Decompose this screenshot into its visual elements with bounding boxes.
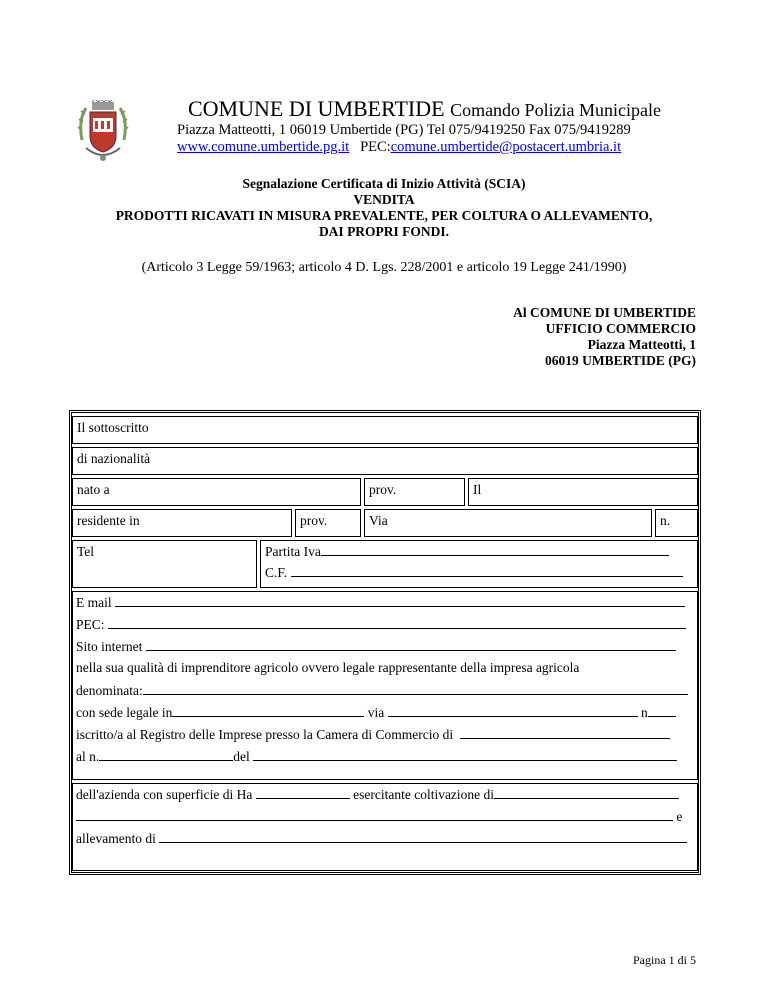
- pec-line[interactable]: [108, 616, 686, 629]
- esercitante-label: esercitante coltivazione di: [353, 787, 495, 802]
- birth-prov-field[interactable]: [364, 478, 465, 506]
- partita-iva-line[interactable]: [321, 543, 669, 556]
- sito-line[interactable]: [146, 638, 676, 651]
- nato-a-label: nato a: [77, 482, 110, 497]
- pec-email-link[interactable]: comune.umbertide@postacert.umbria.it: [390, 139, 622, 155]
- birth-prov-label: prov.: [369, 482, 397, 497]
- page-number: Pagina 1 di 5: [633, 953, 696, 967]
- recipient-line-3: Piazza Matteotti, 1: [587, 337, 696, 352]
- sottoscritto-label: Il sottoscritto: [77, 420, 149, 435]
- pec-field-label: PEC:: [76, 617, 105, 632]
- title-line-1: Segnalazione Certificata di Inizio Attività (SCIA): [242, 176, 526, 191]
- coltivazione-line[interactable]: [494, 786, 679, 799]
- denominata-label: denominata:: [76, 683, 143, 698]
- tel-field[interactable]: [72, 540, 257, 588]
- azienda-label: dell'azienda con superficie di Ha: [76, 787, 253, 802]
- iscritto-label: iscritto/a al Registro delle Imprese presso la Camera di Commercio di: [76, 727, 454, 742]
- email-label: E mail: [76, 595, 112, 610]
- sede-legale-line[interactable]: [172, 704, 364, 717]
- header-title: [188, 96, 661, 122]
- e-label: e: [676, 809, 683, 824]
- sede-via-label: via: [367, 705, 385, 720]
- tax-ids-field[interactable]: [260, 540, 698, 588]
- sede-n-label: n: [640, 705, 648, 720]
- title-line-2: VENDITA: [353, 192, 415, 207]
- title-line-3: PRODOTTI RICAVATI IN MISURA PREVALENTE, PER COLTURA O ALLEVAMENTO,: [115, 208, 653, 223]
- al-n-label: al n.: [76, 749, 100, 764]
- surface-line[interactable]: [256, 786, 350, 799]
- allevamento-line[interactable]: [159, 830, 687, 843]
- civic-number-label: n.: [660, 513, 671, 528]
- tel-label: Tel: [77, 544, 95, 559]
- residence-prov-field[interactable]: [295, 509, 361, 537]
- pec-label: PEC:: [360, 139, 391, 155]
- residente-in-label: residente in: [77, 513, 140, 528]
- sottoscritto-field[interactable]: [72, 416, 698, 444]
- recipient-address: [513, 305, 696, 369]
- birth-date-label: Il: [473, 482, 482, 497]
- title-line-4: DAI PROPRI FONDI.: [318, 224, 450, 239]
- cf-label: C.F.: [265, 565, 288, 580]
- partita-iva-label: Partita Iva: [265, 544, 321, 559]
- nazionalita-field[interactable]: [72, 447, 698, 475]
- civic-number-field[interactable]: [655, 509, 698, 537]
- sede-legale-label: con sede legale in: [76, 705, 173, 720]
- camera-commercio-line[interactable]: [460, 726, 670, 739]
- header-links: [177, 139, 621, 156]
- coltivazione-line-2[interactable]: [76, 808, 673, 821]
- qualita-text: nella sua qualità di imprenditore agricolo ovvero legale rappresentante della impresa agricola: [76, 660, 580, 675]
- via-field[interactable]: [364, 509, 652, 537]
- del-label: del: [233, 749, 250, 764]
- sede-via-line[interactable]: [388, 704, 638, 717]
- denominata-line[interactable]: [143, 682, 688, 695]
- department-name: Comando Polizia Municipale: [450, 100, 662, 120]
- cf-line[interactable]: [291, 564, 683, 577]
- allevamento-label: allevamento di: [76, 831, 156, 846]
- contact-block: [72, 591, 698, 780]
- municipality-name: COMUNE DI UMBERTIDE: [188, 96, 445, 121]
- farm-block: [72, 783, 698, 871]
- email-line[interactable]: [115, 594, 685, 607]
- header-address: Piazza Matteotti, 1 06019 Umbertide (PG) Tel 075/9419250 Fax 075/9419289: [177, 122, 631, 138]
- website-link[interactable]: www.comune.umbertide.pg.it: [177, 139, 350, 155]
- residence-prov-label: prov.: [300, 513, 328, 528]
- recipient-line-1: Al COMUNE DI UMBERTIDE: [513, 305, 696, 320]
- document-title: [0, 176, 768, 240]
- legal-reference: (Articolo 3 Legge 59/1963; articolo 4 D. Lgs. 228/2001 e articolo 19 Legge 241/1990): [141, 260, 627, 275]
- birth-date-field[interactable]: [468, 478, 698, 506]
- registry-number-line[interactable]: [99, 748, 233, 761]
- sede-n-line[interactable]: [648, 704, 676, 717]
- recipient-line-2: UFFICIO COMMERCIO: [545, 321, 696, 336]
- nazionalita-label: di nazionalità: [77, 451, 151, 466]
- nato-a-field[interactable]: [72, 478, 361, 506]
- residente-in-field[interactable]: [72, 509, 292, 537]
- recipient-line-4: 06019 UMBERTIDE (PG): [544, 353, 696, 368]
- sito-label: Sito internet: [76, 639, 143, 654]
- via-label: Via: [369, 513, 388, 528]
- registry-date-line[interactable]: [253, 748, 677, 761]
- municipal-crest-icon: [76, 100, 130, 166]
